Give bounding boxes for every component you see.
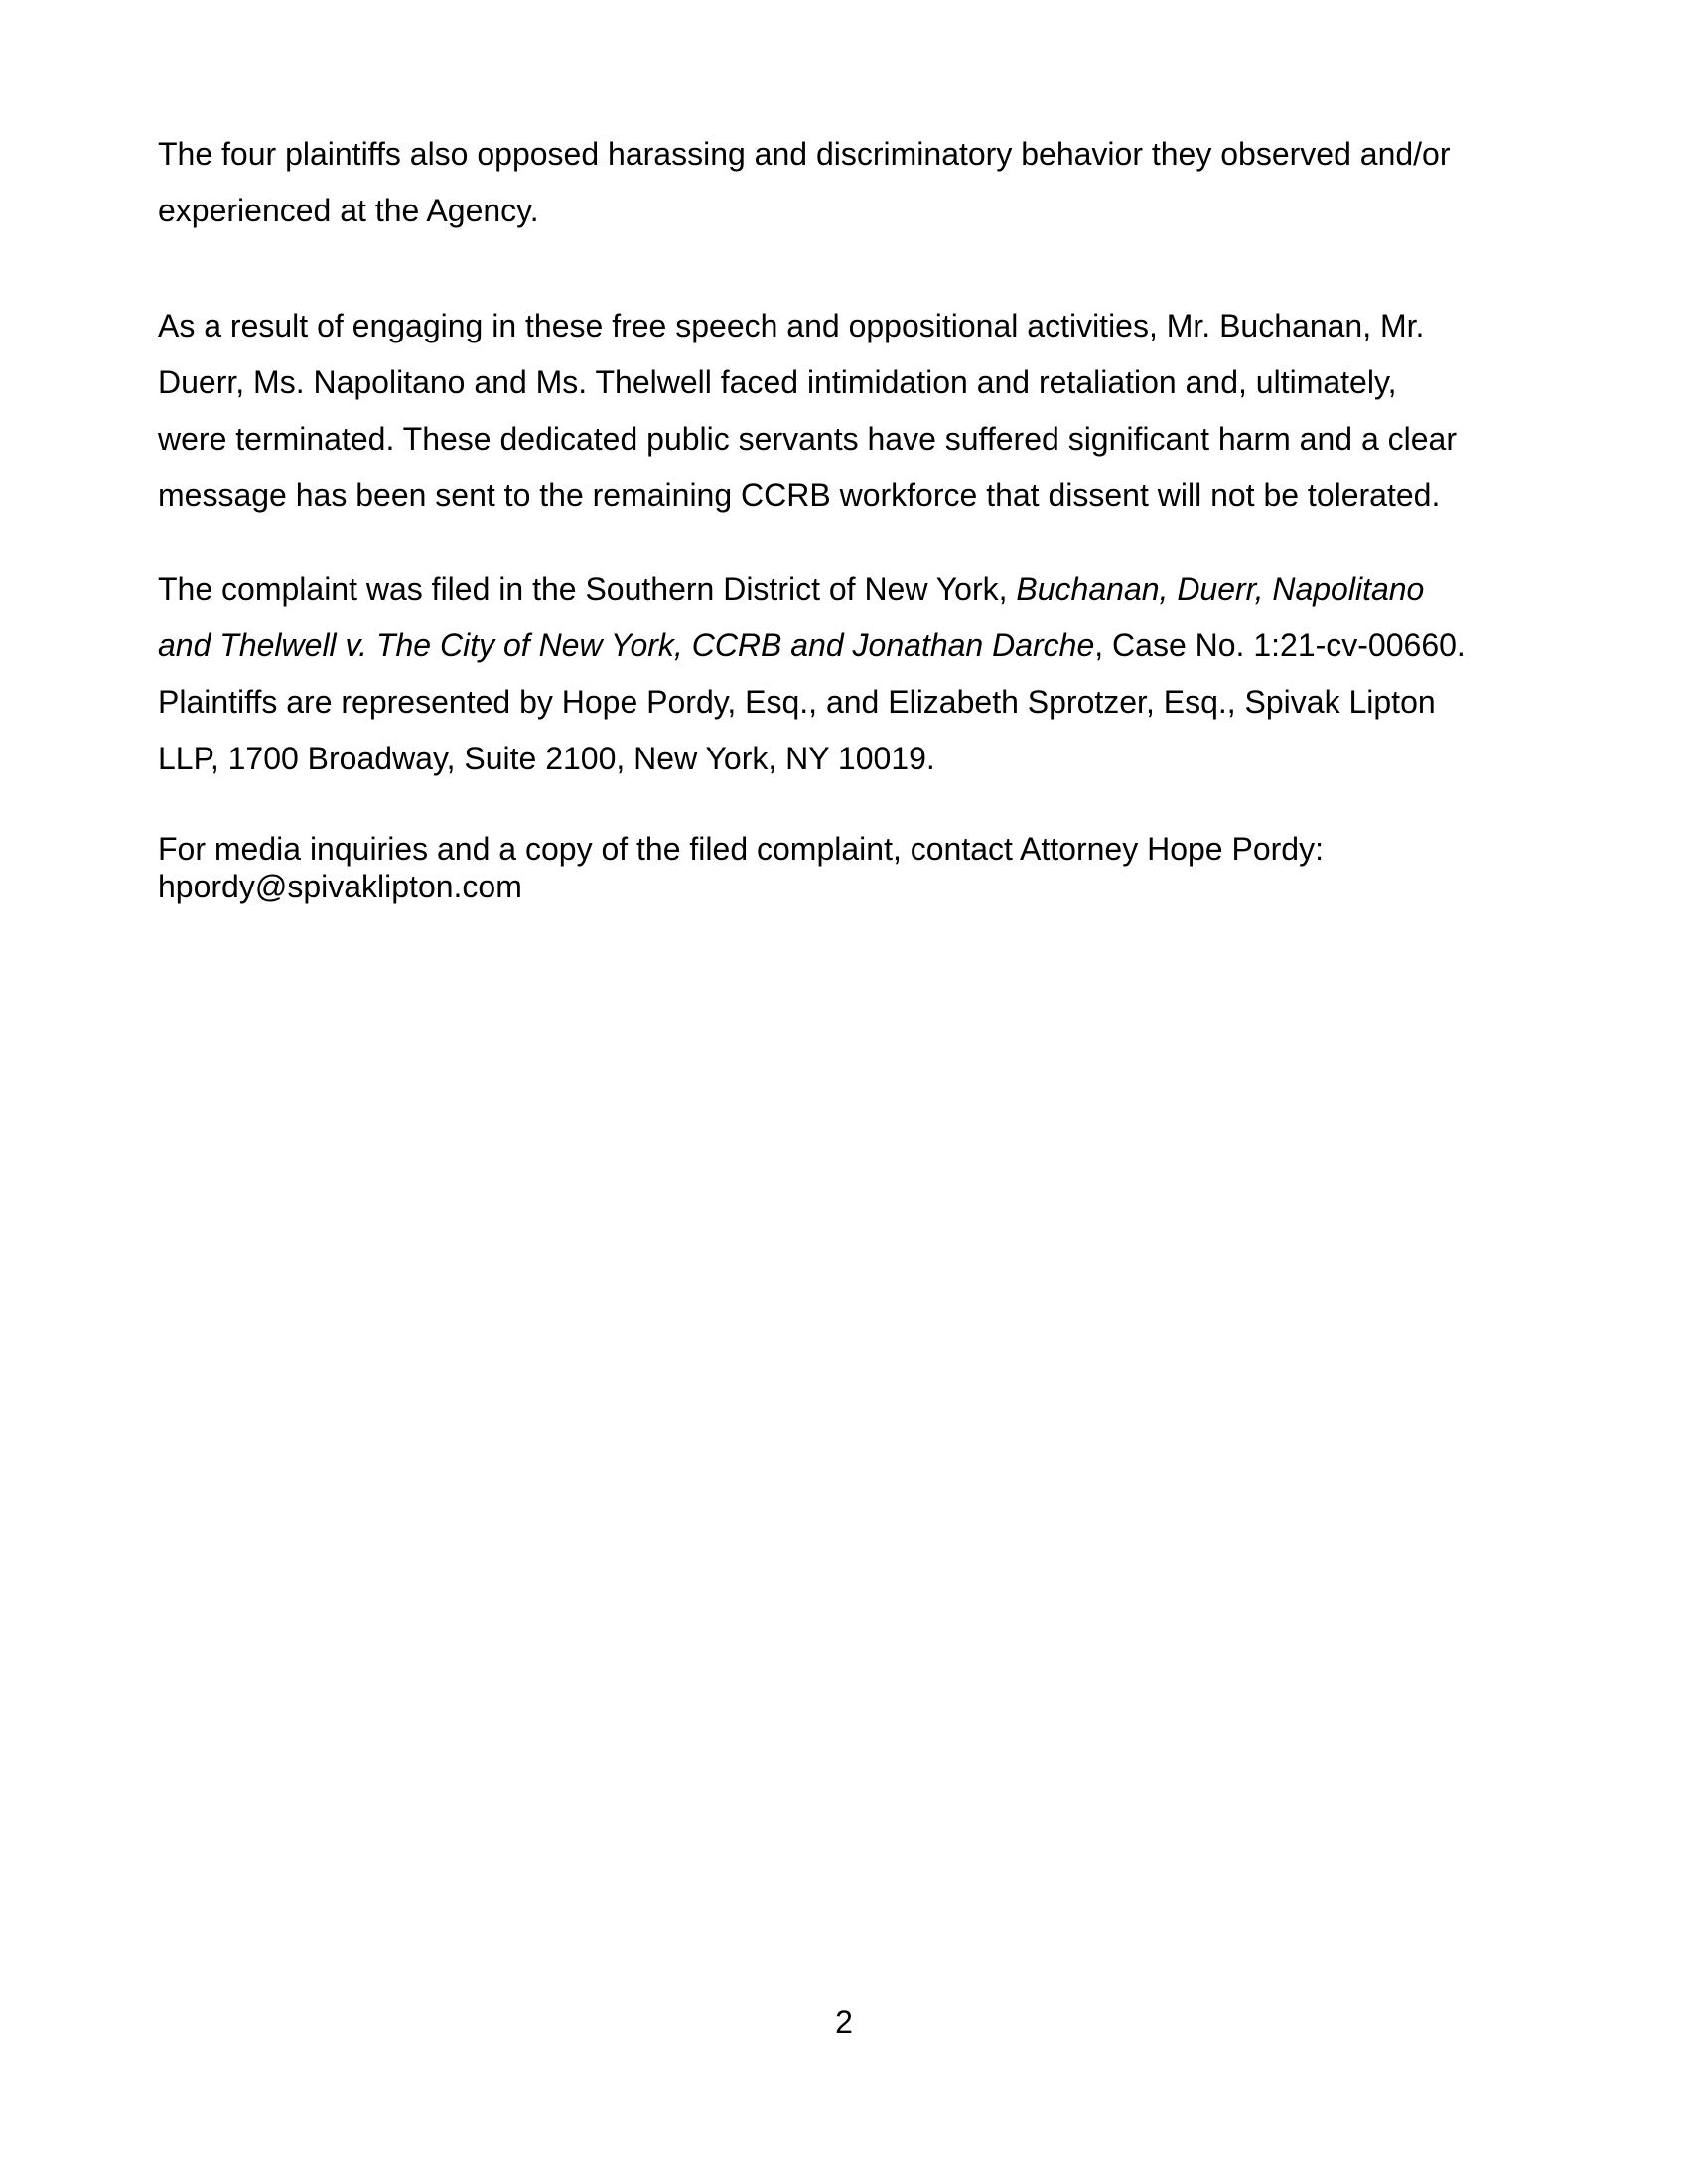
text-line: The four plaintiffs also opposed harassing and discriminatory behavior they observed and/or (158, 136, 1451, 172)
paragraph-retaliation (158, 298, 1548, 524)
text-line: experienced at the Agency. (158, 193, 539, 228)
text-line (158, 617, 1548, 674)
case-name-italic: Buchanan, Duerr, Napolitano (1016, 571, 1425, 607)
text-line: were terminated. These dedicated public servants have suffered significant harm and a clear (158, 421, 1457, 457)
text-line: message has been sent to the remaining CCRB workforce that dissent will not be tolerated. (158, 478, 1441, 513)
email-link[interactable]: hpordy@spivaklipton.com (158, 869, 522, 904)
case-name-italic: and Thelwell v. The City of New York, CCRB and Jonathan Darche (158, 627, 1095, 663)
text-run: The complaint was filed in the Southern District of New York, (158, 571, 1017, 607)
page-number: 2 (835, 2004, 853, 2040)
paragraph-opposition (158, 126, 1548, 239)
text-line: LLP, 1700 Broadway, Suite 2100, New York, NY 10019. (158, 741, 935, 776)
case-number: , Case No. 1:21-cv-00660. (1094, 627, 1466, 663)
text-line: For media inquiries and a copy of the filed complaint, contact Attorney Hope Pordy: (158, 831, 1324, 867)
text-line: Plaintiffs are represented by Hope Pordy, Esq., and Elizabeth Sprotzer, Esq., Spivak Lipton (158, 684, 1436, 720)
text-line: As a result of engaging in these free speech and oppositional activities, Mr. Buchanan, Mr. (158, 308, 1425, 343)
paragraph-media-contact (158, 830, 1548, 905)
text-line (158, 868, 1548, 905)
paragraph-complaint-filing (158, 561, 1548, 787)
text-line (158, 561, 1548, 617)
text-line: Duerr, Ms. Napolitano and Ms. Thelwell faced intimidation and retaliation and, ultimately, (158, 364, 1397, 400)
